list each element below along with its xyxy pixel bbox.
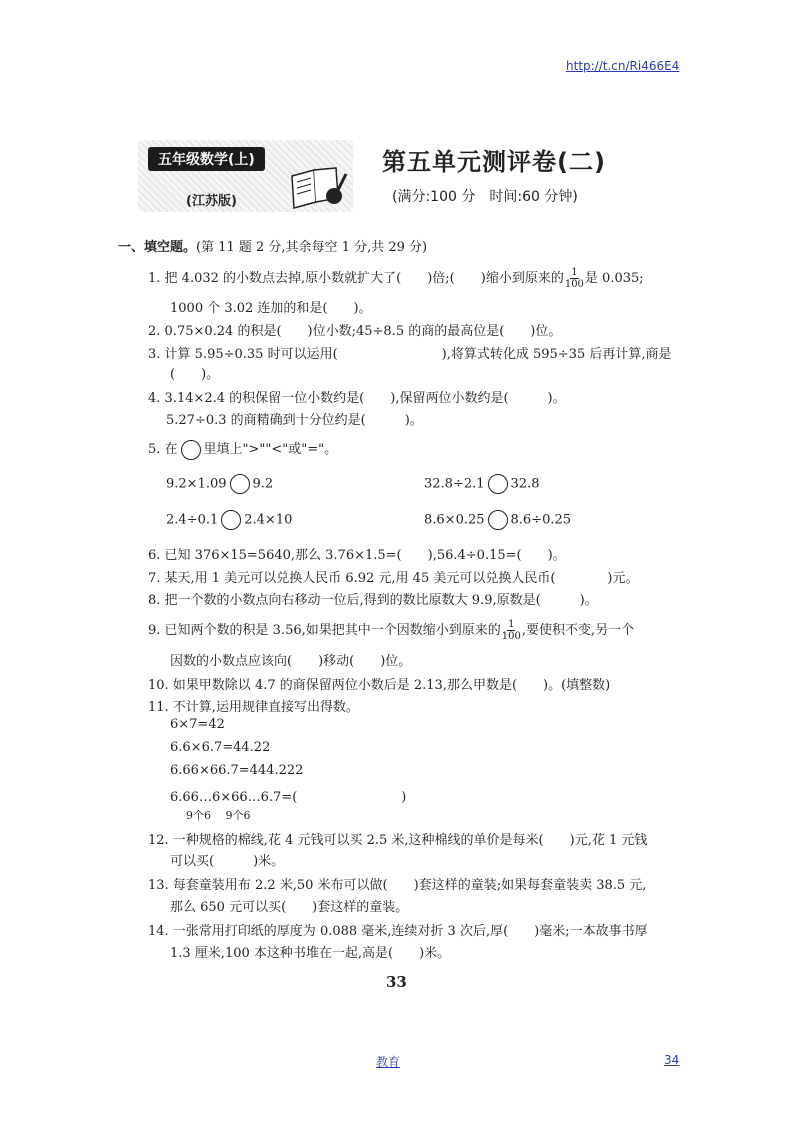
footer-link-page[interactable]: 34	[664, 1053, 680, 1067]
question-10: 10. 如果甲数除以 4.7 的商保留两位小数后是 2.13,那么甲数是( )。(填整数)	[148, 678, 611, 693]
q11-line-1: 6×7=42	[170, 717, 225, 732]
fraction	[565, 267, 584, 290]
score-time: (满分:100 分 时间:60 分钟)	[392, 189, 578, 205]
question-14b: 1.3 厘米,100 本这种书堆在一起,高是( )米。	[170, 946, 451, 961]
fraction-num: 1	[571, 267, 578, 278]
q5-item-4-left: 8.6×0.25	[424, 512, 485, 528]
q5-item-4	[424, 510, 571, 530]
q1-text-c: 1000 个 3.02 连加的和是( )。	[170, 301, 372, 316]
page-number: 33	[386, 973, 407, 991]
question-14a: 14. 一张常用打印纸的厚度为 0.088 毫米,连续对折 3 次后,厚( )毫米;一本故事书厚	[148, 924, 648, 939]
edition-label: (江苏版)	[186, 194, 237, 209]
q11-line-3: 6.66×66.7=444.222	[170, 763, 304, 778]
compare-circle-icon	[181, 440, 201, 460]
q11-line-5: 9个6 9个6	[186, 809, 251, 822]
q5-item-1-right: 9.2	[252, 476, 274, 492]
q5-item-3-left: 2.4÷0.1	[166, 512, 219, 528]
fraction	[502, 619, 521, 642]
q5-item-4-right: 8.6÷0.25	[510, 512, 572, 528]
q9-text-c: 因数的小数点应该向( )移动( )位。	[170, 654, 412, 669]
q11-line-2: 6.6×6.7=44.22	[170, 740, 271, 755]
question-5	[148, 438, 337, 460]
question-7: 7. 某天,用 1 美元可以兑换人民币 6.92 元,用 45 美元可以兑换人民币( )元。	[148, 571, 639, 586]
question-11: 11. 不计算,运用规律直接写出得数。	[148, 700, 359, 715]
q5-item-2	[424, 474, 539, 494]
section-title: 一、填空题。	[118, 240, 197, 255]
fraction-num: 1	[508, 619, 515, 630]
q5-text-b: 里填上">""<"或"="。	[203, 442, 338, 457]
question-13b: 那么 650 元可以买( )套这样的童装。	[170, 900, 409, 915]
section-heading	[118, 236, 427, 255]
question-13a: 13. 每套童装用布 2.2 米,50 米布可以做( )套这样的童装;如果每套童装卖 38.5 元,	[148, 878, 647, 893]
q9-text-b: ,要使积不变,另一个	[521, 623, 635, 638]
q5-item-1-left: 9.2×1.09	[166, 476, 227, 492]
fraction-den: 100	[501, 631, 521, 642]
question-2: 2. 0.75×0.24 的积是( )位小数;45÷8.5 的商的最高位是( )位。	[148, 324, 562, 339]
q11-line-4: 6.66…6×66…6.7=( )	[170, 790, 407, 805]
q9-text-a: 9. 已知两个数的积是 3.56,如果把其中一个因数缩小到原来的	[148, 623, 501, 638]
q5-item-3	[166, 510, 292, 530]
fraction-den: 100	[564, 279, 584, 290]
footer-link-education[interactable]: 教育	[376, 1055, 401, 1069]
question-8: 8. 把一个数的小数点向右移动一位后,得到的数比原数大 9.9,原数是( )。	[148, 593, 598, 608]
question-12a: 12. 一种规格的棉线,花 4 元钱可以买 2.5 米,这种棉线的单价是每米( )元,花 1 元钱	[148, 833, 648, 848]
q5-item-2-right: 32.8	[510, 476, 540, 492]
book-icon	[288, 166, 348, 210]
question-1	[148, 267, 644, 290]
answer-circle[interactable]	[221, 510, 241, 530]
question-4a: 4. 3.14×2.4 的积保留一位小数约是( ),保留两位小数约是( )。	[148, 391, 566, 406]
q5-item-1	[166, 474, 273, 494]
question-4b: 5.27÷0.3 的商精确到十分位约是( )。	[166, 413, 423, 428]
question-9	[148, 619, 634, 642]
page-title: 第五单元测评卷(二)	[382, 148, 606, 176]
answer-circle[interactable]	[488, 510, 508, 530]
q5-item-3-right: 2.4×10	[244, 512, 293, 528]
answer-circle[interactable]	[488, 474, 508, 494]
q1-text-a: 1. 把 4.032 的小数点去掉,原小数就扩大了( )倍;( )缩小到原来的	[148, 271, 564, 286]
question-3b: ( )。	[170, 367, 220, 382]
header-link[interactable]: http://t.cn/Ri466E4	[566, 59, 680, 73]
grade-label: 五年级数学(上)	[148, 147, 265, 171]
answer-circle[interactable]	[230, 474, 250, 494]
q1-text-b: 是 0.035;	[584, 271, 644, 286]
section-note: (第 11 题 2 分,其余每空 1 分,共 29 分)	[196, 240, 428, 255]
q5-text-a: 5. 在	[148, 442, 178, 457]
question-12b: 可以买( )米。	[170, 854, 285, 869]
q5-item-2-left: 32.8÷2.1	[424, 476, 485, 492]
question-3a: 3. 计算 5.95÷0.35 时可以运用( ),将算式转化成 595÷35 后再计算,商是	[148, 347, 672, 362]
question-6: 6. 已知 376×15=5640,那么 3.76×1.5=( ),56.4÷0.15=( )。	[148, 548, 566, 563]
